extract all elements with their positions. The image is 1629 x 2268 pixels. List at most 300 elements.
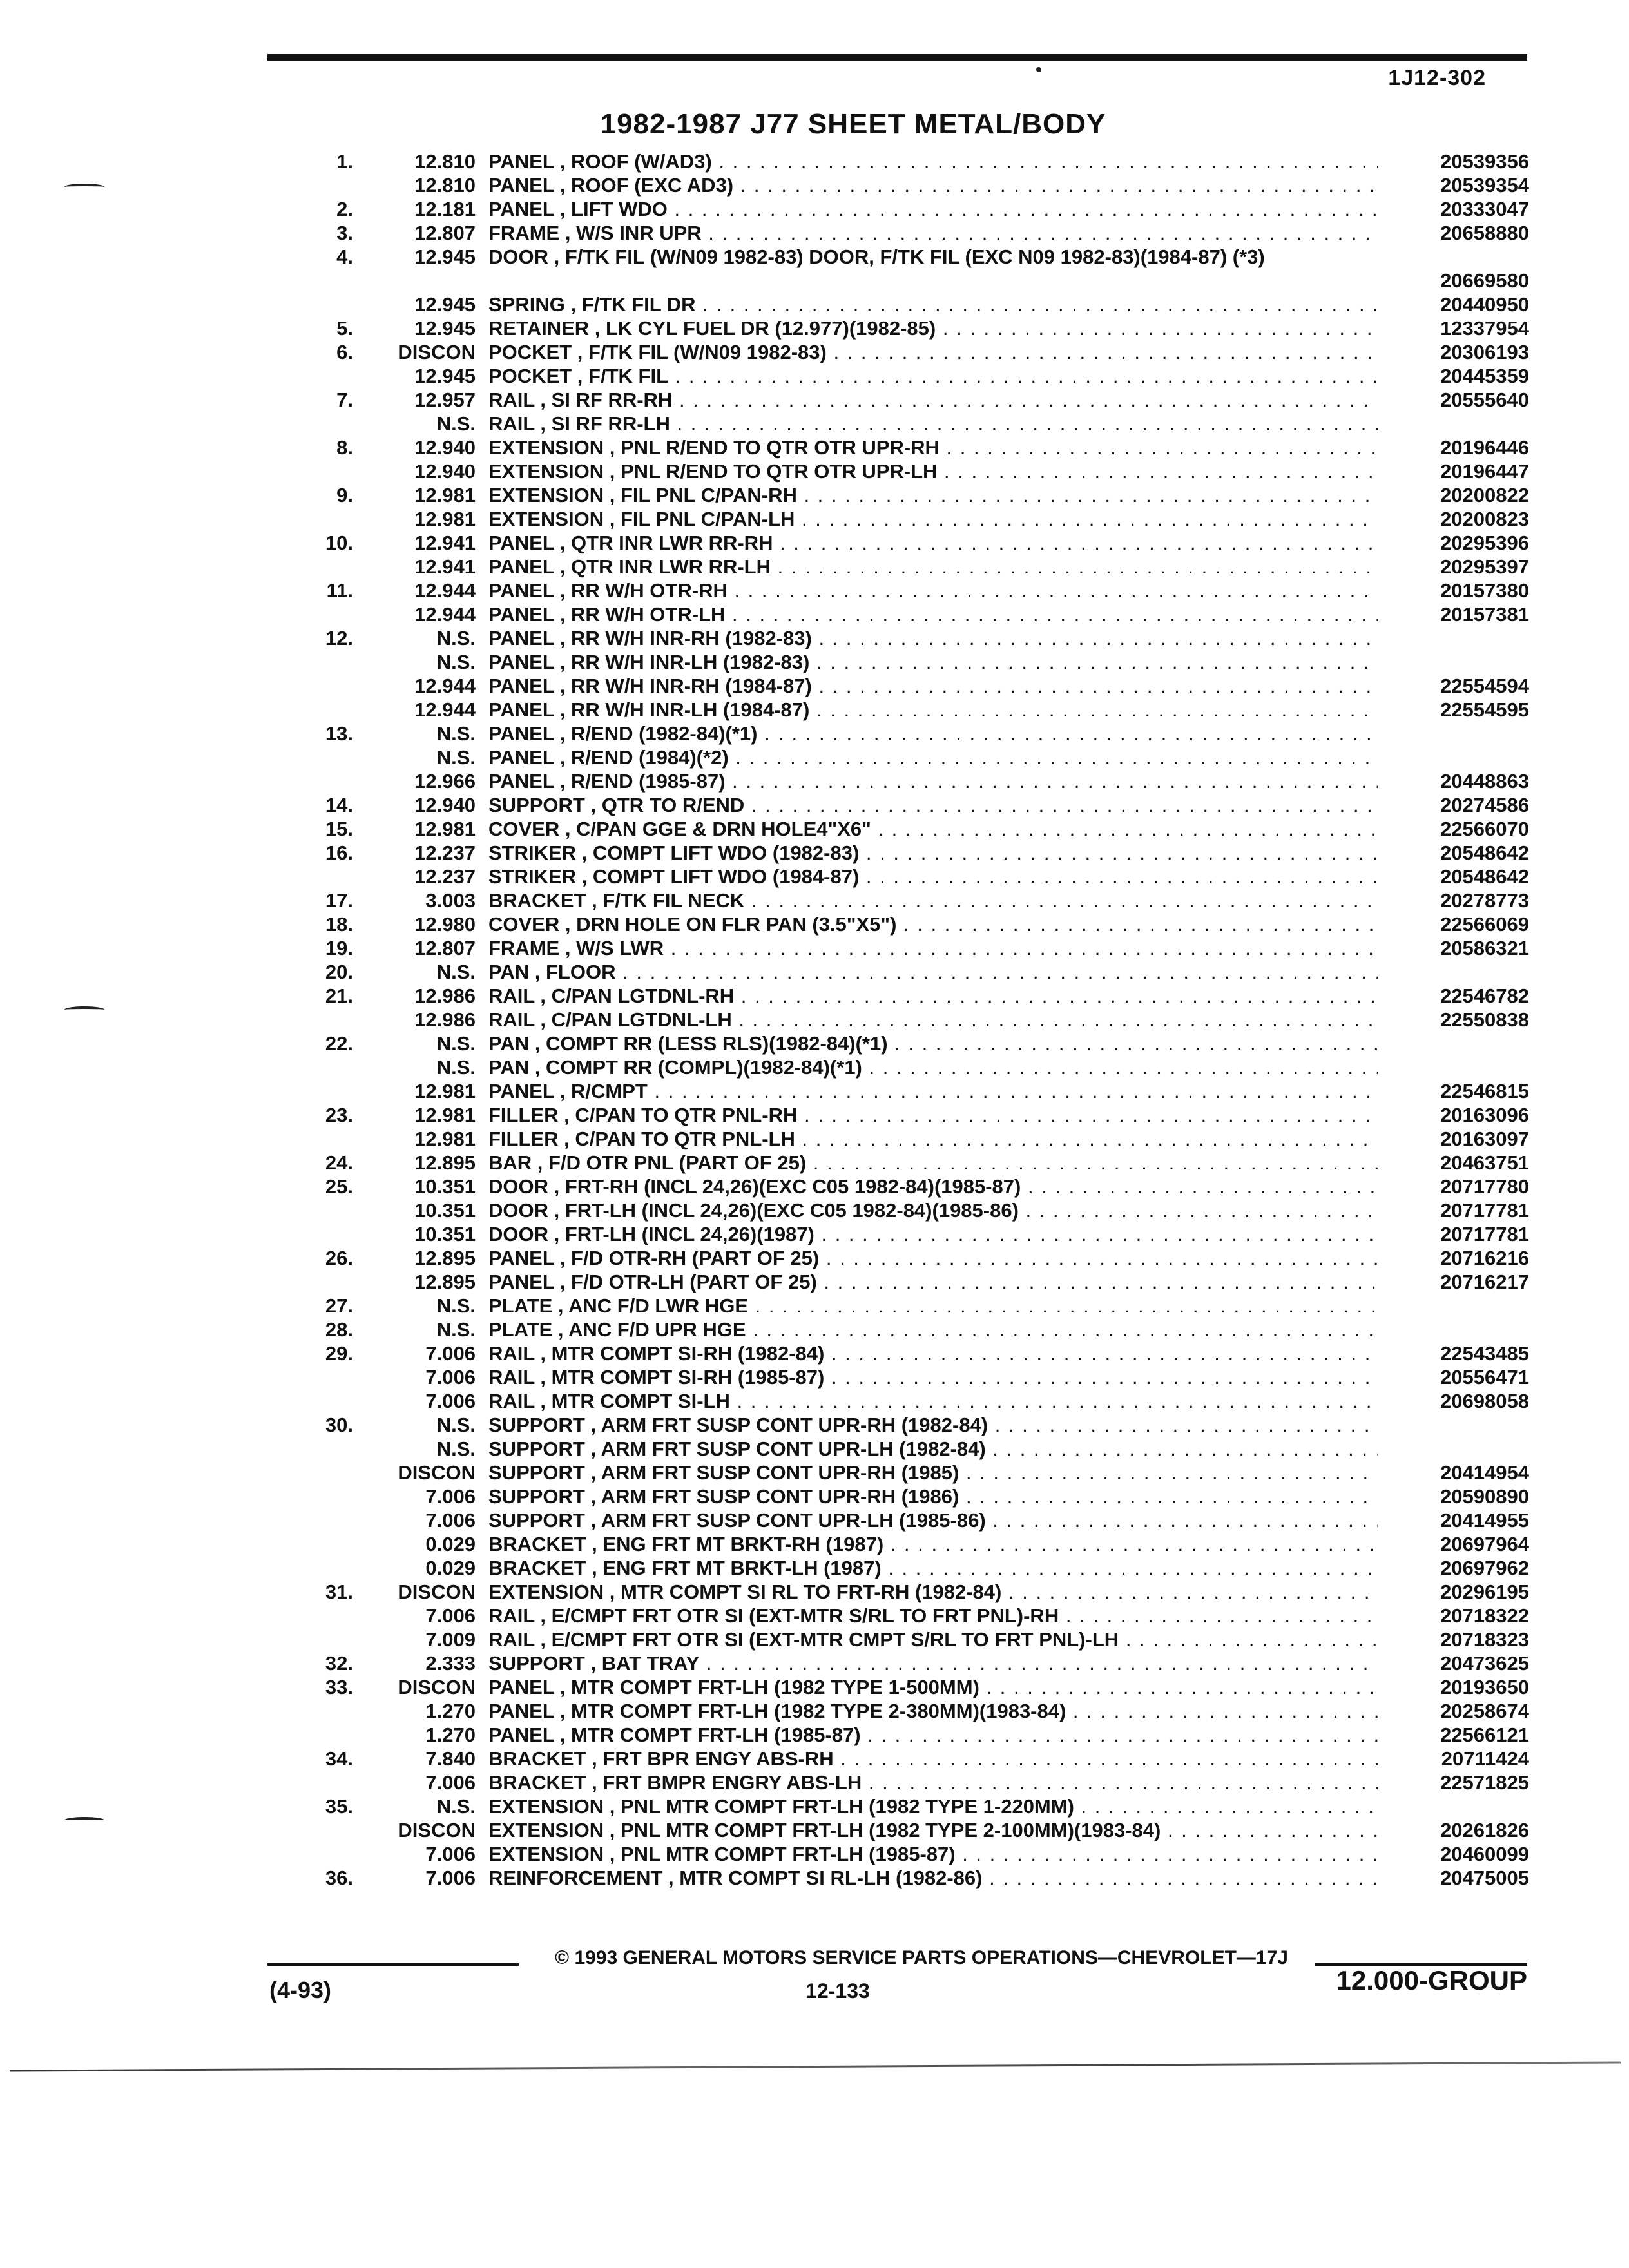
part-description xyxy=(488,459,1378,483)
part-row xyxy=(0,293,1629,316)
part-noun: DOOR xyxy=(488,1223,548,1245)
part-noun: SUPPORT xyxy=(488,794,585,816)
part-modifier: FIL PNL C/PAN-RH xyxy=(621,484,797,506)
part-description xyxy=(488,1389,1378,1413)
part-modifier: FRT BPR ENGY ABS-RH xyxy=(602,1747,834,1770)
part-row xyxy=(0,1246,1629,1270)
noun-separator: , xyxy=(559,818,577,840)
part-modifier: F/TK FIL (W/N09 1982-83) DOOR, F/TK FIL (EXC N09 1982-83)(1984-87) (*3) xyxy=(564,245,1265,268)
part-description xyxy=(488,1699,1378,1723)
item-number: 23. xyxy=(325,1104,353,1126)
part-modifier: PNL MTR COMPT FRT-LH (1985-87) xyxy=(621,1843,956,1865)
noun-separator: , xyxy=(586,1771,603,1794)
noun-separator: , xyxy=(586,889,603,912)
noun-separator: , xyxy=(589,317,606,340)
part-row xyxy=(0,1437,1629,1461)
part-noun: PANEL xyxy=(488,746,555,769)
part-number: 22546782 xyxy=(1395,984,1529,1008)
group-number: 7.006 xyxy=(425,1771,476,1794)
part-modifier: DRN HOLE ON FLR PAN (3.5"X5") xyxy=(576,913,897,936)
part-noun: PLATE xyxy=(488,1294,553,1317)
part-row xyxy=(0,960,1629,984)
noun-separator: , xyxy=(554,174,572,197)
noun-separator: , xyxy=(584,1461,601,1484)
part-noun: RAIL xyxy=(488,412,535,435)
noun-separator: , xyxy=(584,794,602,816)
part-number: 20333047 xyxy=(1395,197,1529,221)
part-modifier: F/D OTR-RH (PART OF 25) xyxy=(571,1247,820,1269)
item-number: 6. xyxy=(336,341,353,363)
noun-separator: , xyxy=(558,1104,575,1126)
part-noun: PANEL xyxy=(488,603,555,626)
noun-separator: , xyxy=(529,1056,546,1079)
noun-separator: , xyxy=(584,1437,601,1460)
noun-separator: , xyxy=(554,579,572,602)
noun-separator: , xyxy=(532,1151,549,1174)
part-row xyxy=(0,1651,1629,1675)
part-row xyxy=(0,1723,1629,1747)
part-description xyxy=(488,221,1378,245)
part-modifier: FRT-RH (INCL 24,26)(EXC C05 1982-84)(1985-87) xyxy=(564,1175,1021,1198)
group-number: 7.006 xyxy=(425,1509,476,1532)
noun-separator: , xyxy=(584,1509,601,1532)
part-description xyxy=(488,1747,1378,1771)
part-noun: RAIL xyxy=(488,1390,535,1412)
part-noun: RAIL xyxy=(488,985,535,1007)
group-number: 12.895 xyxy=(414,1247,476,1269)
group-number: 12.895 xyxy=(414,1271,476,1293)
group-label: 12.000-GROUP xyxy=(1336,1965,1527,1995)
part-row xyxy=(0,531,1629,555)
part-number: 22550838 xyxy=(1395,1008,1529,1032)
scan-speck xyxy=(1036,67,1041,72)
part-row xyxy=(0,1747,1629,1771)
part-row xyxy=(0,1794,1629,1818)
group-number: 12.986 xyxy=(414,1008,476,1031)
part-number: 20718323 xyxy=(1395,1628,1529,1651)
part-description xyxy=(488,1198,1378,1222)
part-number: 20196446 xyxy=(1395,436,1529,459)
part-description xyxy=(488,1485,1378,1508)
part-number: 22571825 xyxy=(1395,1771,1529,1794)
part-description xyxy=(488,1508,1378,1532)
group-number: 12.810 xyxy=(414,174,476,197)
noun-separator: , xyxy=(586,1533,603,1555)
part-number: 20669580 xyxy=(1395,269,1529,293)
part-row xyxy=(0,674,1629,698)
noun-separator: , xyxy=(554,603,572,626)
part-description xyxy=(488,912,1378,936)
part-description xyxy=(488,1341,1378,1365)
noun-separator: , xyxy=(576,865,593,888)
group-number: 12.981 xyxy=(414,484,476,506)
part-modifier: F/D OTR PNL (PART OF 25) xyxy=(548,1151,807,1174)
part-modifier: W/S LWR xyxy=(576,937,664,959)
part-modifier: MTR COMPT SI RL TO FRT-RH (1982-84) xyxy=(621,1581,1002,1603)
part-noun: SUPPORT xyxy=(488,1461,585,1484)
noun-separator: , xyxy=(604,1581,621,1603)
noun-separator: , xyxy=(534,1366,552,1389)
noun-separator: , xyxy=(554,1271,572,1293)
part-description xyxy=(488,364,1378,388)
part-description xyxy=(488,1008,1378,1032)
part-modifier: QTR INR LWR RR-LH xyxy=(571,555,771,578)
noun-separator: , xyxy=(554,627,572,649)
part-noun: DOOR xyxy=(488,1199,548,1222)
item-number: 10. xyxy=(325,532,353,554)
group-number: 12.945 xyxy=(414,365,476,387)
group-number: 12.941 xyxy=(414,532,476,554)
part-number: 20460099 xyxy=(1395,1842,1529,1866)
group-number: 7.006 xyxy=(425,1604,476,1627)
noun-separator: , xyxy=(534,1604,552,1627)
part-modifier: MTR COMPT SI-LH xyxy=(551,1390,730,1412)
part-description xyxy=(488,507,1378,531)
item-number: 1. xyxy=(336,150,353,173)
part-modifier: ENG FRT MT BRKT-RH (1987) xyxy=(602,1533,884,1555)
group-number: 12.966 xyxy=(414,770,476,793)
part-row xyxy=(0,1699,1629,1723)
part-row xyxy=(0,316,1629,340)
part-description xyxy=(488,936,1378,960)
group-number: 12.181 xyxy=(414,198,476,220)
part-modifier: E/CMPT FRT OTR SI (EXT-MTR S/RL TO FRT PNL)-RH xyxy=(551,1604,1059,1627)
part-modifier: RR W/H INR-LH (1984-87) xyxy=(571,698,810,721)
part-row xyxy=(0,459,1629,483)
part-number: 22566070 xyxy=(1395,817,1529,841)
part-row xyxy=(0,1318,1629,1341)
group-number: 7.009 xyxy=(425,1628,476,1651)
noun-separator: , xyxy=(559,913,577,936)
part-description xyxy=(488,889,1378,912)
part-description xyxy=(488,1032,1378,1055)
part-number: 20445359 xyxy=(1395,364,1529,388)
group-number: DISCON xyxy=(398,341,476,363)
group-number: 12.940 xyxy=(414,794,476,816)
item-number: 2. xyxy=(336,198,353,220)
part-number: 20658880 xyxy=(1395,221,1529,245)
part-noun: PANEL xyxy=(488,1247,555,1269)
part-description xyxy=(488,698,1378,722)
noun-separator: , xyxy=(576,841,593,864)
revision-date: (4-93) xyxy=(269,1977,332,2003)
part-noun: PANEL xyxy=(488,579,555,602)
part-description xyxy=(488,984,1378,1008)
group-number: 12.940 xyxy=(414,436,476,459)
part-description xyxy=(488,483,1378,507)
group-number: 12.944 xyxy=(414,675,476,697)
part-noun: SUPPORT xyxy=(488,1414,585,1436)
part-description xyxy=(488,960,1378,984)
group-number: 12.981 xyxy=(414,818,476,840)
group-number: N.S. xyxy=(436,961,476,983)
part-noun: PANEL xyxy=(488,198,555,220)
part-number: 20475005 xyxy=(1395,1866,1529,1890)
part-row xyxy=(0,722,1629,745)
part-modifier: ROOF (EXC AD3) xyxy=(571,174,734,197)
noun-separator: , xyxy=(554,722,572,745)
part-modifier: F/TK FIL NECK xyxy=(602,889,745,912)
part-row xyxy=(0,745,1629,769)
part-row xyxy=(0,1556,1629,1580)
part-modifier: R/CMPT xyxy=(571,1080,648,1102)
part-row xyxy=(0,1127,1629,1151)
noun-separator: , xyxy=(564,293,582,316)
part-description xyxy=(488,650,1378,674)
group-number: N.S. xyxy=(436,627,476,649)
part-row xyxy=(0,1198,1629,1222)
part-noun: POCKET xyxy=(488,365,572,387)
part-modifier: MTR COMPT FRT-LH (1982 TYPE 2-380MM)(1983-84) xyxy=(571,1700,1066,1722)
part-description xyxy=(488,1079,1378,1103)
part-description xyxy=(488,388,1378,412)
group-number: 7.006 xyxy=(425,1366,476,1389)
part-noun: PANEL xyxy=(488,532,555,554)
part-description xyxy=(488,1175,1378,1198)
part-noun: EXTENSION xyxy=(488,1843,604,1865)
item-number: 8. xyxy=(336,436,353,459)
part-description xyxy=(488,1270,1378,1294)
part-noun: BRACKET xyxy=(488,889,586,912)
part-modifier: PNL R/END TO QTR OTR UPR-LH xyxy=(621,460,938,483)
group-number: 7.006 xyxy=(425,1342,476,1365)
group-number: 7.006 xyxy=(425,1485,476,1508)
part-number: 12337954 xyxy=(1395,316,1529,340)
part-row xyxy=(0,245,1629,293)
part-row xyxy=(0,793,1629,817)
part-noun: EXTENSION xyxy=(488,436,604,459)
part-number: 20548642 xyxy=(1395,865,1529,889)
item-number: 27. xyxy=(325,1294,353,1317)
part-modifier: COMPT RR (COMPL)(1982-84)(*1) xyxy=(546,1056,862,1079)
part-noun: PANEL xyxy=(488,722,555,745)
group-number: 12.895 xyxy=(414,1151,476,1174)
part-noun: PANEL xyxy=(488,150,555,173)
part-description xyxy=(488,245,1378,293)
part-number: 20555640 xyxy=(1395,388,1529,412)
noun-separator: , xyxy=(534,1008,552,1031)
part-noun: BAR xyxy=(488,1151,532,1174)
group-number: N.S. xyxy=(436,1437,476,1460)
group-number: 12.237 xyxy=(414,865,476,888)
page-title: 1982-1987 J77 SHEET METAL/BODY xyxy=(600,108,1106,140)
part-modifier: R/END (1984)(*2) xyxy=(571,746,729,769)
part-number: 20295397 xyxy=(1395,555,1529,579)
noun-separator: , xyxy=(554,1247,572,1269)
part-description xyxy=(488,1556,1378,1580)
part-number: 20193650 xyxy=(1395,1675,1529,1699)
noun-separator: , xyxy=(554,1080,572,1102)
part-description xyxy=(488,1222,1378,1246)
group-number: 12.957 xyxy=(414,389,476,411)
part-description xyxy=(488,293,1378,316)
part-description xyxy=(488,1771,1378,1794)
part-row xyxy=(0,1628,1629,1651)
part-noun: PANEL xyxy=(488,1271,555,1293)
part-modifier: LK CYL FUEL DR (12.977)(1982-85) xyxy=(606,317,936,340)
part-row xyxy=(0,1055,1629,1079)
group-number: DISCON xyxy=(398,1581,476,1603)
part-modifier: COMPT RR (LESS RLS)(1982-84)(*1) xyxy=(546,1032,888,1055)
part-noun: BRACKET xyxy=(488,1557,586,1579)
part-modifier: ROOF (W/AD3) xyxy=(571,150,712,173)
part-modifier: ARM FRT SUSP CONT UPR-RH (1985) xyxy=(601,1461,959,1484)
item-number: 28. xyxy=(325,1318,353,1341)
part-number: 20590890 xyxy=(1395,1485,1529,1508)
item-number: 7. xyxy=(336,389,353,411)
part-noun: BRACKET xyxy=(488,1747,586,1770)
part-noun: DOOR xyxy=(488,1175,548,1198)
item-number: 15. xyxy=(325,818,353,840)
part-row xyxy=(0,936,1629,960)
part-noun: EXTENSION xyxy=(488,1819,604,1841)
part-noun: SUPPORT xyxy=(488,1485,585,1508)
group-number: DISCON xyxy=(398,1676,476,1698)
part-description xyxy=(488,531,1378,555)
item-number: 31. xyxy=(325,1581,353,1603)
part-description xyxy=(488,1866,1378,1890)
group-number: 12.941 xyxy=(414,555,476,578)
part-description xyxy=(488,1532,1378,1556)
part-modifier: MTR COMPT FRT-LH (1985-87) xyxy=(571,1724,861,1746)
part-number: 20196447 xyxy=(1395,459,1529,483)
part-description xyxy=(488,555,1378,579)
part-row xyxy=(0,173,1629,197)
noun-separator: , xyxy=(586,1557,603,1579)
item-number: 20. xyxy=(325,961,353,983)
part-number: 20261826 xyxy=(1395,1818,1529,1842)
part-noun: SUPPORT xyxy=(488,1437,585,1460)
part-noun: FRAME xyxy=(488,222,560,244)
noun-separator: , xyxy=(662,1867,680,1889)
part-noun: STRIKER xyxy=(488,865,577,888)
part-number: 20157380 xyxy=(1395,579,1529,602)
part-noun: SUPPORT xyxy=(488,1652,585,1675)
part-noun: BRACKET xyxy=(488,1771,586,1794)
noun-separator: , xyxy=(559,937,577,959)
part-modifier: ARM FRT SUSP CONT UPR-LH (1985-86) xyxy=(601,1509,986,1532)
part-number: 20539356 xyxy=(1395,149,1529,173)
part-noun: PANEL xyxy=(488,1700,555,1722)
part-description xyxy=(488,579,1378,602)
part-number: 20473625 xyxy=(1395,1651,1529,1675)
part-number: 20296195 xyxy=(1395,1580,1529,1604)
noun-separator: , xyxy=(534,1390,552,1412)
item-number: 35. xyxy=(325,1795,353,1818)
group-number: 3.003 xyxy=(425,889,476,912)
part-row xyxy=(0,1413,1629,1437)
part-noun: FILLER xyxy=(488,1128,559,1150)
part-description xyxy=(488,1580,1378,1604)
part-modifier: SI RF RR-LH xyxy=(551,412,670,435)
group-number: 12.945 xyxy=(414,293,476,316)
noun-separator: , xyxy=(604,436,621,459)
part-row xyxy=(0,579,1629,602)
group-number: 12.940 xyxy=(414,460,476,483)
part-description xyxy=(488,173,1378,197)
noun-separator: , xyxy=(604,1795,621,1818)
group-number: DISCON xyxy=(398,1461,476,1484)
part-row xyxy=(0,1580,1629,1604)
part-noun: EXTENSION xyxy=(488,1581,604,1603)
part-row xyxy=(0,555,1629,579)
part-noun: EXTENSION xyxy=(488,460,604,483)
noun-separator: , xyxy=(554,555,572,578)
part-noun: RAIL xyxy=(488,1342,535,1365)
part-modifier: PNL MTR COMPT FRT-LH (1982 TYPE 1-220MM) xyxy=(621,1795,1074,1818)
noun-separator: , xyxy=(534,389,552,411)
part-description xyxy=(488,1055,1378,1079)
part-noun: PANEL xyxy=(488,1724,555,1746)
noun-separator: , xyxy=(554,198,572,220)
part-modifier: FRT-LH (INCL 24,26)(EXC C05 1982-84)(1985-86) xyxy=(564,1199,1019,1222)
group-number: 10.351 xyxy=(414,1223,476,1245)
noun-separator: , xyxy=(586,1747,603,1770)
item-number: 11. xyxy=(326,579,353,602)
part-modifier: W/S INR UPR xyxy=(576,222,702,244)
noun-separator: , xyxy=(584,1414,601,1436)
group-number: 7.006 xyxy=(425,1390,476,1412)
part-row xyxy=(0,602,1629,626)
part-row xyxy=(0,221,1629,245)
part-number: 22543485 xyxy=(1395,1341,1529,1365)
part-noun: BRACKET xyxy=(488,1533,586,1555)
group-number: 12.807 xyxy=(414,222,476,244)
noun-separator: , xyxy=(529,1032,546,1055)
part-number: 20258674 xyxy=(1395,1699,1529,1723)
part-row xyxy=(0,412,1629,436)
part-number: 20698058 xyxy=(1395,1389,1529,1413)
part-noun: POCKET xyxy=(488,341,572,363)
part-noun: FILLER xyxy=(488,1104,559,1126)
part-row xyxy=(0,1818,1629,1842)
group-number: DISCON xyxy=(398,1819,476,1841)
part-noun: PANEL xyxy=(488,698,555,721)
part-modifier: MTR COMPT SI-RH (1985-87) xyxy=(551,1366,825,1389)
group-number: N.S. xyxy=(436,1056,476,1079)
part-number: 20414955 xyxy=(1395,1508,1529,1532)
part-noun: PANEL xyxy=(488,555,555,578)
group-number: 12.944 xyxy=(414,603,476,626)
item-number: 4. xyxy=(336,245,353,268)
part-description xyxy=(488,865,1378,889)
item-number: 26. xyxy=(325,1247,353,1269)
part-modifier: RR W/H INR-RH (1984-87) xyxy=(571,675,812,697)
part-number: 20716217 xyxy=(1395,1270,1529,1294)
item-number: 16. xyxy=(325,841,353,864)
group-number: 12.981 xyxy=(414,1080,476,1102)
part-row xyxy=(0,1222,1629,1246)
part-number: 20440950 xyxy=(1395,293,1529,316)
part-noun: FRAME xyxy=(488,937,560,959)
part-noun: RAIL xyxy=(488,1628,535,1651)
part-row xyxy=(0,1270,1629,1294)
part-modifier: F/TK FIL xyxy=(588,365,669,387)
part-row xyxy=(0,841,1629,865)
group-number: N.S. xyxy=(436,722,476,745)
part-description xyxy=(488,793,1378,817)
part-modifier: C/PAN TO QTR PNL-LH xyxy=(575,1128,795,1150)
noun-separator: , xyxy=(548,1199,565,1222)
item-number: 9. xyxy=(336,484,353,506)
part-modifier: R/END (1982-84)(*1) xyxy=(571,722,758,745)
group-number: N.S. xyxy=(436,1294,476,1317)
part-row xyxy=(0,1341,1629,1365)
group-number: 12.986 xyxy=(414,985,476,1007)
group-number: N.S. xyxy=(436,651,476,673)
noun-separator: , xyxy=(554,532,572,554)
item-number: 3. xyxy=(336,222,353,244)
